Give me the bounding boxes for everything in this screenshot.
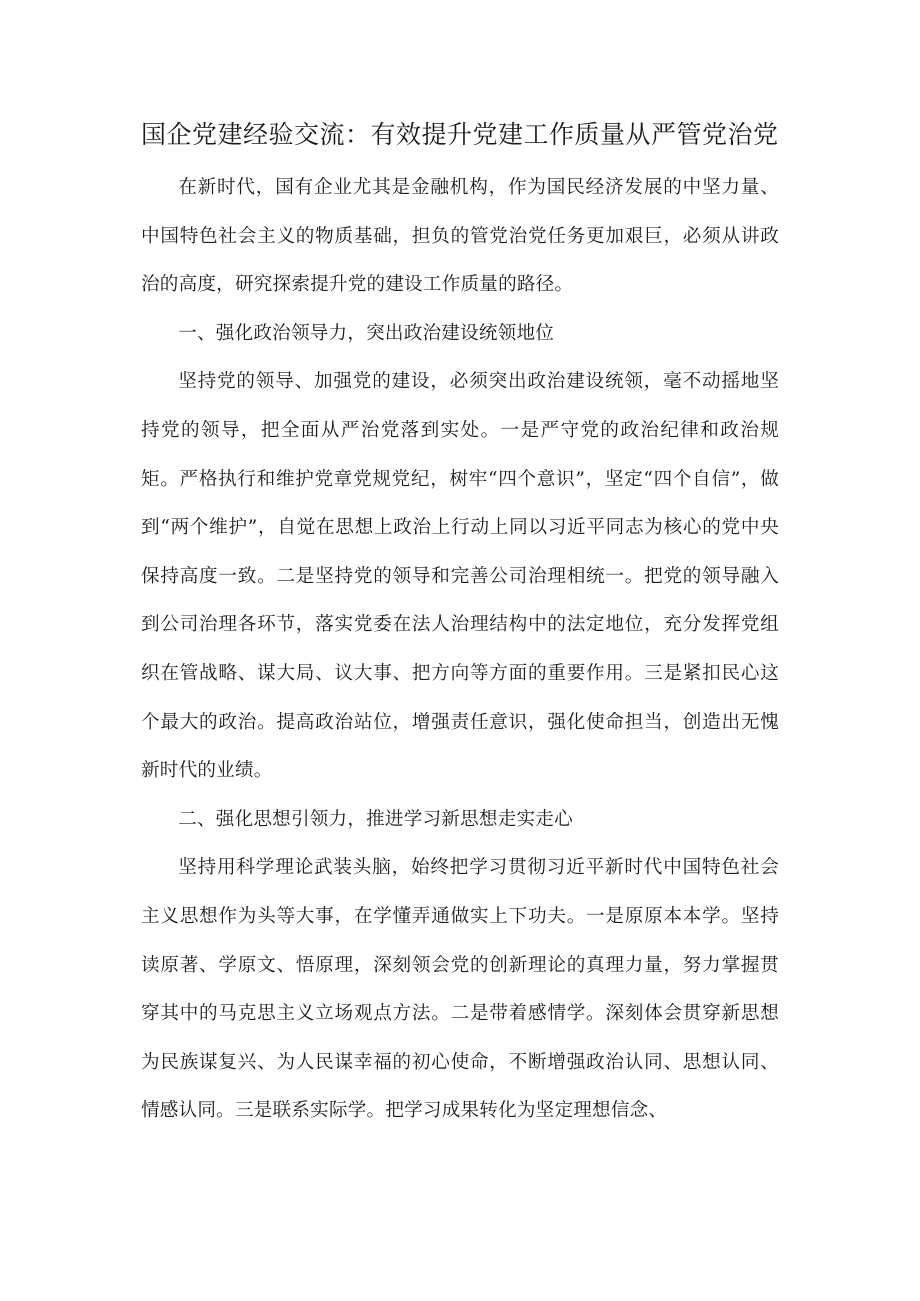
section-heading-1: 一、强化政治领导力，突出政治建设统领地位: [178, 322, 555, 344]
section-2-paragraph: 坚持用科学理论武装头脑，始终把学习贯彻习近平新时代中国特色社会主义思想作为头等大事，在学懂弄通做实上下功夫。一是原原本本学。坚持读原著、学原文、悟原理，深刻领会党的创新理论的真理力量，努力掌握贯穿其中的马克思主义立场观点方法。二是带着感情学。深刻体会贯穿新思想为民族谋复兴、为人民谋幸福的初心使命，不断增强政治认同、思想认同、情感认同。三是联系实际学。把学习成果转化为坚定理想信念、: [141, 857, 779, 1122]
section-1-paragraph: 坚持党的领导、加强党的建设，必须突出政治建设统领，毫不动摇地坚持党的领导，把全面从严治党落到实处。一是严守党的政治纪律和政治规矩。严格执行和维护党章党规党纪，树牢“四个意识”，坚定“四个自信”，做到“两个维护”，自觉在思想上政治上行动上同以习近平同志为核心的党中央保持高度一致。二是坚持党的领导和完善公司治理相统一。把党的领导融入到公司治理各环节，落实党委在法人治理结构中的法定地位，充分发挥党组织在管战略、谋大局、议大事、把方向等方面的重要作用。三是紧扣民心这个最大的政治。提高政治站位，增强责任意识，强化使命担当，创造出无愧新时代的业绩。: [141, 371, 779, 782]
document-title: 国企党建经验交流：有效提升党建工作质量从严管党治党: [141, 120, 779, 149]
document-body: [141, 164, 779, 1136]
intro-paragraph: 在新时代，国有企业尤其是金融机构，作为国民经济发展的中坚力量、中国特色社会主义的物质基础，担负的管党治党任务更加艰巨，必须从讲政治的高度，研究探索提升党的建设工作质量的路径。: [141, 177, 779, 296]
section-heading-2: 二、强化思想引领力，推进学习新思想走实走心: [178, 808, 573, 830]
